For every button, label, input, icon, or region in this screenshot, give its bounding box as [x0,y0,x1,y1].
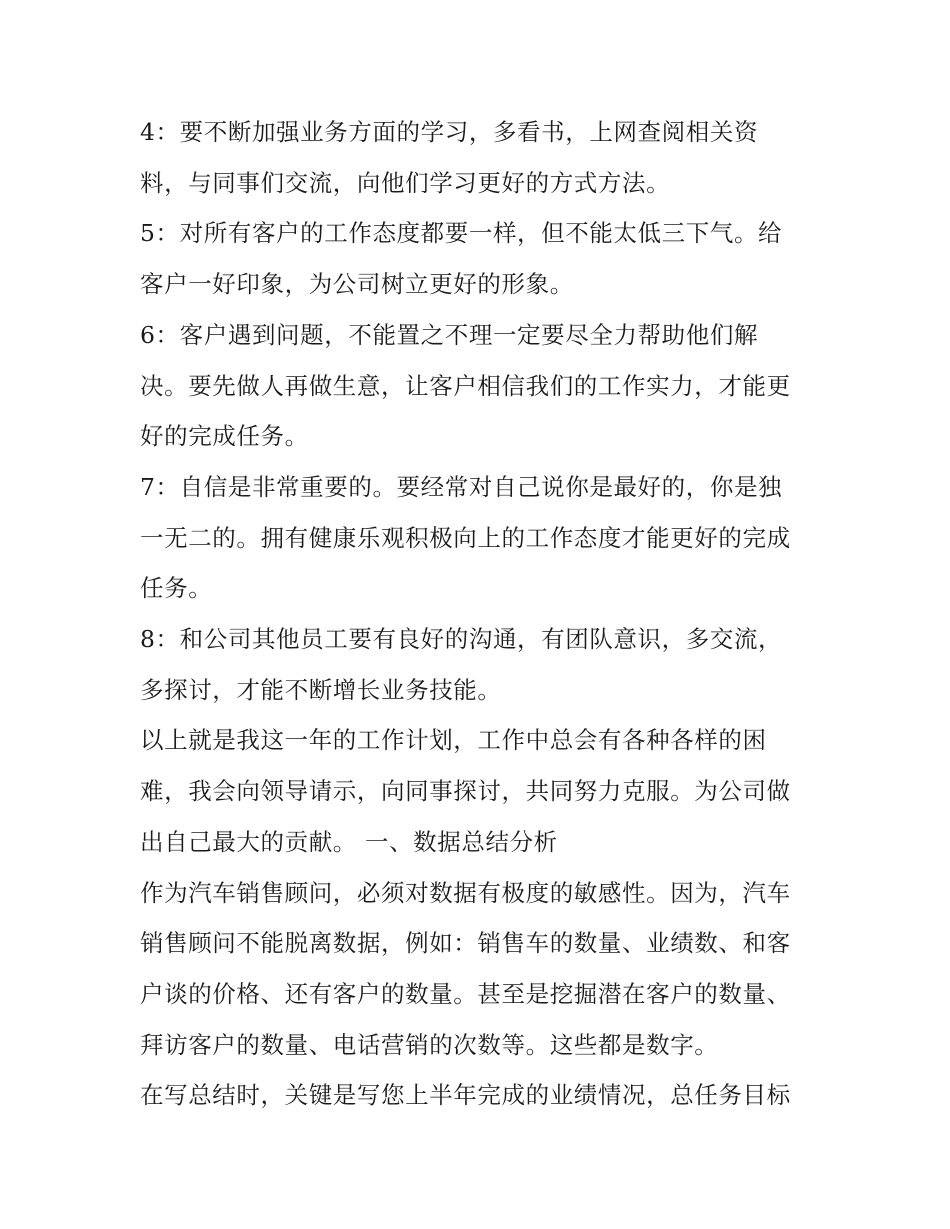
text-line: 好的完成任务。 [140,422,309,451]
paragraph-summary-writing [140,1070,820,1121]
paragraph-summary [140,715,820,867]
text-line: 拜访客户的数量、电话营销的次数等。这些都是数字。 [140,1030,719,1059]
text-line: 出自己最大的贡献。 一、数据总结分析 [140,827,558,856]
text-line: 8：和公司其他员工要有良好的沟通，有团队意识，多交流， [140,625,783,654]
text-line: 客户一好印象，为公司树立更好的形象。 [140,270,574,299]
text-line: 4：要不断加强业务方面的学习，多看书，上网查阅相关资 [140,118,759,146]
text-line: 户谈的价格、还有客户的数量。甚至是挖掘潜在客户的数量、 [140,979,791,1008]
text-line: 作为汽车销售顾问，必须对数据有极度的敏感性。因为，汽车 [140,878,791,907]
paragraph-item-5 [140,208,820,309]
text-line: 难，我会向领导请示，向同事探讨，共同努力克服。为公司做 [140,777,791,806]
text-line: 决。要先做人再做生意，让客户相信我们的工作实力，才能更 [140,371,791,400]
paragraph-item-8 [140,614,820,715]
text-line: 一无二的。拥有健康乐观积极向上的工作态度才能更好的完成 [140,523,791,552]
text-line: 销售顾问不能脱离数据，例如：销售车的数量、业绩数、和客 [140,929,791,958]
text-line: 多探讨，才能不断增长业务技能。 [140,675,502,704]
paragraph-item-7 [140,462,820,614]
text-line: 任务。 [140,574,213,603]
paragraph-item-6 [140,310,820,462]
paragraph-item-4 [140,107,820,208]
text-line: 料，与同事们交流，向他们学习更好的方式方法。 [140,168,671,197]
document-body [140,107,820,1121]
paragraph-data-analysis [140,868,820,1071]
text-line: 在写总结时，关键是写您上半年完成的业绩情况，总任务目标 [140,1081,791,1110]
text-line: 以上就是我这一年的工作计划，工作中总会有各种各样的困 [140,726,767,755]
text-line: 5：对所有客户的工作态度都要一样，但不能太低三下气。给 [140,219,783,248]
text-line: 7：自信是非常重要的。要经常对自己说你是最好的，你是独 [140,472,783,501]
text-line: 6：客户遇到问题，不能置之不理一定要尽全力帮助他们解 [140,320,759,349]
